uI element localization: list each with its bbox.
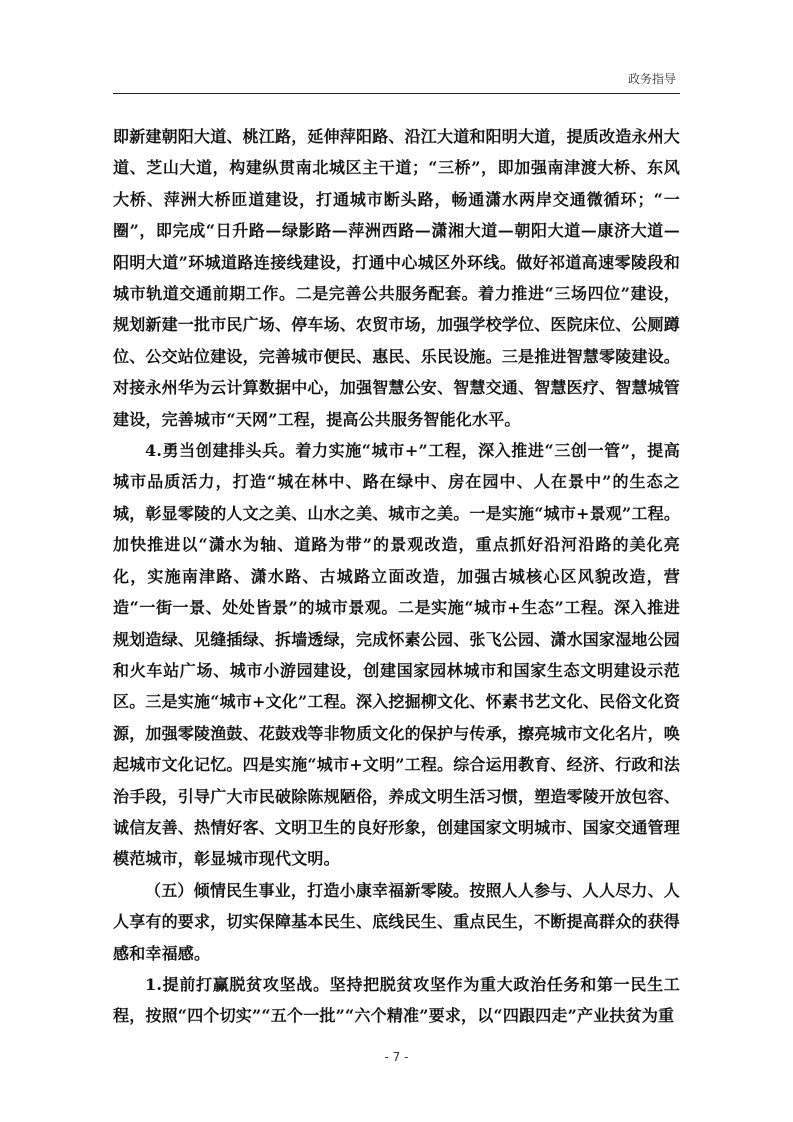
paragraph-section-5: （五）倾情民生事业，打造小康幸福新零陵。按照人人参与、人人尽力、人人享有的要求，切实保障基本民生、底线民生、重点民生，不断提高群众的获得感和幸福感。 <box>113 880 681 963</box>
running-header: 政务指导 <box>627 72 676 86</box>
header-rule <box>113 93 680 94</box>
paragraph-item-1: 1.提前打赢脱贫攻坚战。坚持把脱贫攻坚作为重大政治任务和第一民生工程，按照“四个切实”“五个一批”“六个精准”要求，以“四跟四走”产业扶贫为重 <box>113 974 680 1026</box>
page-number: - 7 - <box>384 1050 409 1064</box>
paragraph-item-4: 4.勇当创建排头兵。着力实施“城市+”工程，深入推进“三创一管”，提高城市品质活力，打造“城在林中、路在绿中、房在园中、人在景中”的生态之城，彰显零陵的人文之美、山水之美、城市之美。一是实施“城市+景观”工程。加快推进以“潇水为轴、道路为带”的景观改造，重点抓好沿河沿路的美化亮化，实施南津路、潇水路、古城路立面改造，加强古城核心区风貌改造，营造“一街一景、处处皆景”的城市景观。二是实施“城市+生态”工程。深入推进规划造绿、见缝插绿、拆墙透绿，完成怀素公园、张飞公园、潇水国家湿地公园和火车站广场、城市小游园建设，创建国家园林城市和国家生态文明建设示范区。三是实施“城市+文化”工程。深入挖掘柳文化、怀素书艺文化、民俗文化资源，加强零陵渔鼓、花鼓戏等非物质文化的保护与传承，擦亮城市文化名片，唤起城市文化记忆。四是实施“城市+文明”工程。综合运用教育、经济、行政和法治手段，引导广大市民破除陈规陋俗，养成文明生活习惯，塑造零陵开放包容、诚信友善、热情好客、文明卫生的良好形象，创建国家文明城市、国家交通管理模范城市，彰显城市现代文明。 <box>113 441 681 869</box>
document-body <box>113 121 680 1032</box>
paragraph-continuation: 即新建朝阳大道、桃江路，延伸萍阳路、沿江大道和阳明大道，提质改造永州大道、芝山大道，构建纵贯南北城区主干道；“三桥”，即加强南津渡大桥、东风大桥、萍洲大桥匝道建设，打通城市断头路，畅通潇水两岸交通微循环；“一圈”，即完成“日升路—绿影路—萍洲西路—潇湘大道—朝阳大道—康济大道—阳明大道”环城道路连接线建设，打通中心城区外环线。做好祁道高速零陵段和城市轨道交通前期工作。二是完善公共服务配套。着力推进“三场四位”建设，规划新建一批市民广场、停车场、农贸市场，加强学校学位、医院床位、公厕蹲位、公交站位建设，完善城市便民、惠民、乐民设施。三是推进智慧零陵建设。对接永州华为云计算数据中心，加强智慧公安、智慧交通、智慧医疗、智慧城管建设，完善城市“天网”工程，提高公共服务智能化水平。 <box>113 127 681 429</box>
